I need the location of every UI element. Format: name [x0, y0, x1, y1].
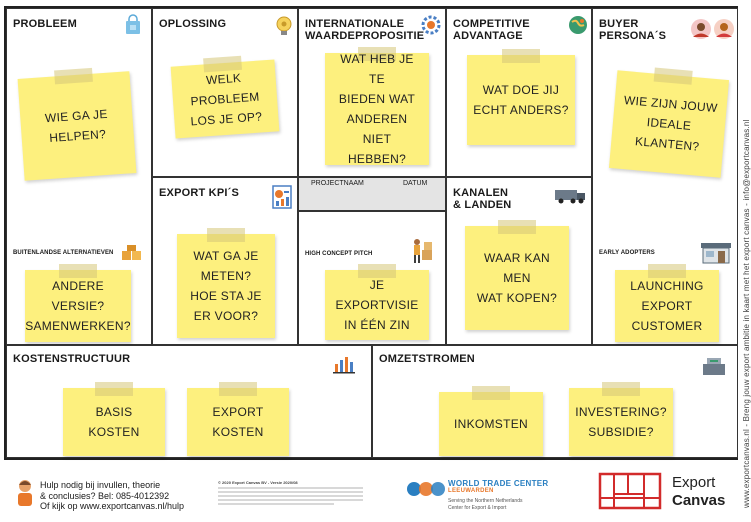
export-canvas: [4, 6, 738, 460]
cell-title: PROBLEEM: [13, 18, 77, 30]
cell-high-concept-pitch: [298, 211, 446, 345]
wtc-tagline: Serving the Northern Netherlands: [448, 498, 523, 504]
delivery-person-icon: [409, 238, 435, 264]
help-link[interactable]: Of kijk op www.exportcanvas.nl/hulp: [40, 501, 185, 511]
lightbulb-gear-icon: [274, 15, 294, 37]
note-text: WIE GA JE HELPEN?: [44, 106, 109, 145]
cell-title: OPLOSSING: [159, 18, 227, 30]
cell-kanalen-landen: [446, 177, 592, 345]
datum-label: DATUM: [403, 180, 428, 187]
cell-buyer-personas: [592, 8, 738, 345]
cell-title: EXPORT KPI´S: [159, 187, 240, 199]
help-line: & conclusies? Bel: 085-4012392: [40, 490, 170, 501]
shopping-bag-icon: [124, 15, 142, 35]
cell-oplossing: [152, 8, 298, 177]
cell-probleem: [6, 8, 152, 345]
cell-title: BUYER PERSONA´S: [599, 18, 667, 42]
note-text: WAT GA JE METEN? HOE STA JE ER VOOR?: [190, 249, 262, 323]
note-tape: [654, 68, 693, 85]
note-tape: [95, 382, 133, 396]
footer: [0, 462, 750, 522]
sticky-note: [25, 270, 131, 342]
bar-chart-icon: [333, 356, 355, 374]
note-text: INVESTERING? SUBSIDIE?: [575, 405, 667, 439]
note-tape: [472, 386, 510, 400]
cell-title: KOSTENSTRUCTUUR: [13, 353, 131, 365]
note-text: WAAR KAN MEN WAT KOPEN?: [476, 251, 558, 305]
sticky-note: [439, 392, 543, 456]
note-text: BASIS KOSTEN: [88, 405, 140, 439]
cell-omzetstromen: [372, 345, 738, 458]
note-text: WELK PROBLEEM LOS JE OP?: [190, 70, 263, 129]
wtc-name: WORLD TRADE CENTER: [448, 479, 549, 488]
cell-export-kpis: [152, 177, 298, 345]
note-text: JE EXPORTVISIE IN ÉÉN ZIN: [335, 278, 419, 332]
sticky-note: [18, 71, 137, 181]
note-tape: [219, 382, 257, 396]
cell-competitive-advantage: [446, 8, 592, 177]
wtc-city: LEEUWARDEN: [448, 488, 494, 494]
sticky-note: [325, 270, 429, 340]
cell-kostenstructuur: [6, 345, 372, 458]
project-bar: [298, 177, 446, 211]
sub-title: EARLY ADOPTERS: [599, 250, 655, 256]
note-text: EXPORT KOSTEN: [212, 405, 264, 439]
wtc-tagline: Center for Export & Import: [448, 505, 507, 511]
cell-waardepropositie: [298, 8, 446, 177]
note-text: WIE ZIJN JOUW IDEALE KLANTEN?: [623, 93, 719, 154]
note-text: LAUNCHING EXPORT CUSTOMER: [630, 279, 704, 333]
sticky-note: [609, 70, 729, 177]
note-tape: [502, 49, 540, 63]
fine-print: [218, 487, 363, 507]
brand-export: Export: [672, 474, 716, 491]
sticky-note: [569, 388, 673, 456]
sub-title: HIGH CONCEPT PITCH: [305, 251, 373, 257]
projectnaam-label: PROJECTNAAM: [311, 180, 364, 187]
help-text: [40, 480, 184, 512]
sticky-note: [63, 388, 165, 456]
sticky-note: [325, 53, 429, 165]
support-agent-icon: [14, 478, 36, 508]
gear-icon: [421, 15, 441, 35]
cell-title: KANALEN & LANDEN: [453, 187, 512, 211]
sticky-note: [187, 388, 289, 456]
storefront-icon: [700, 242, 732, 264]
sticky-note: [171, 59, 280, 138]
truck-icon: [555, 188, 587, 204]
sticky-note: [177, 234, 275, 338]
note-text: WAT HEB JE TE BIEDEN WAT ANDEREN NIET HEBBEN?: [338, 52, 416, 166]
note-text: ANDERE VERSIE? SAMENWERKEN?: [25, 279, 131, 333]
note-text: INKOMSTEN: [453, 417, 529, 431]
note-tape: [54, 68, 93, 85]
wtc-logo-icon: [406, 478, 446, 500]
brand-canvas: Canvas: [672, 492, 726, 509]
side-contact-text: www.exportcanvas.nl - Breng jouw export ambitie in kaart met het export canvas - info@exportcanvas.nl: [742, 119, 751, 508]
note-tape: [498, 220, 536, 234]
sticky-note: [467, 55, 575, 145]
copyright: © 2020 Export Canvas BV - Versie 2020/08: [218, 480, 298, 485]
cell-title: OMZETSTROMEN: [379, 353, 475, 365]
sub-title: BUITENLANDSE ALTERNATIEVEN: [13, 250, 114, 256]
note-tape: [602, 382, 640, 396]
report-chart-icon: [272, 185, 292, 209]
globe-icon: [568, 15, 588, 35]
cell-title: COMPETITIVE ADVANTAGE: [453, 18, 530, 42]
register-icon: [701, 356, 727, 376]
export-canvas-logo-icon: [598, 472, 662, 510]
cell-title: INTERNATIONALE WAARDEPROPOSITIE: [305, 18, 425, 42]
sticky-note: [615, 270, 719, 342]
note-text: WAT DOE JIJ ECHT ANDERS?: [473, 83, 569, 117]
sticky-note: [465, 226, 569, 330]
help-line: Hulp nodig bij invullen, theorie: [40, 480, 161, 490]
personas-avatar-icon: [690, 18, 736, 40]
boxes-icon: [121, 245, 145, 261]
